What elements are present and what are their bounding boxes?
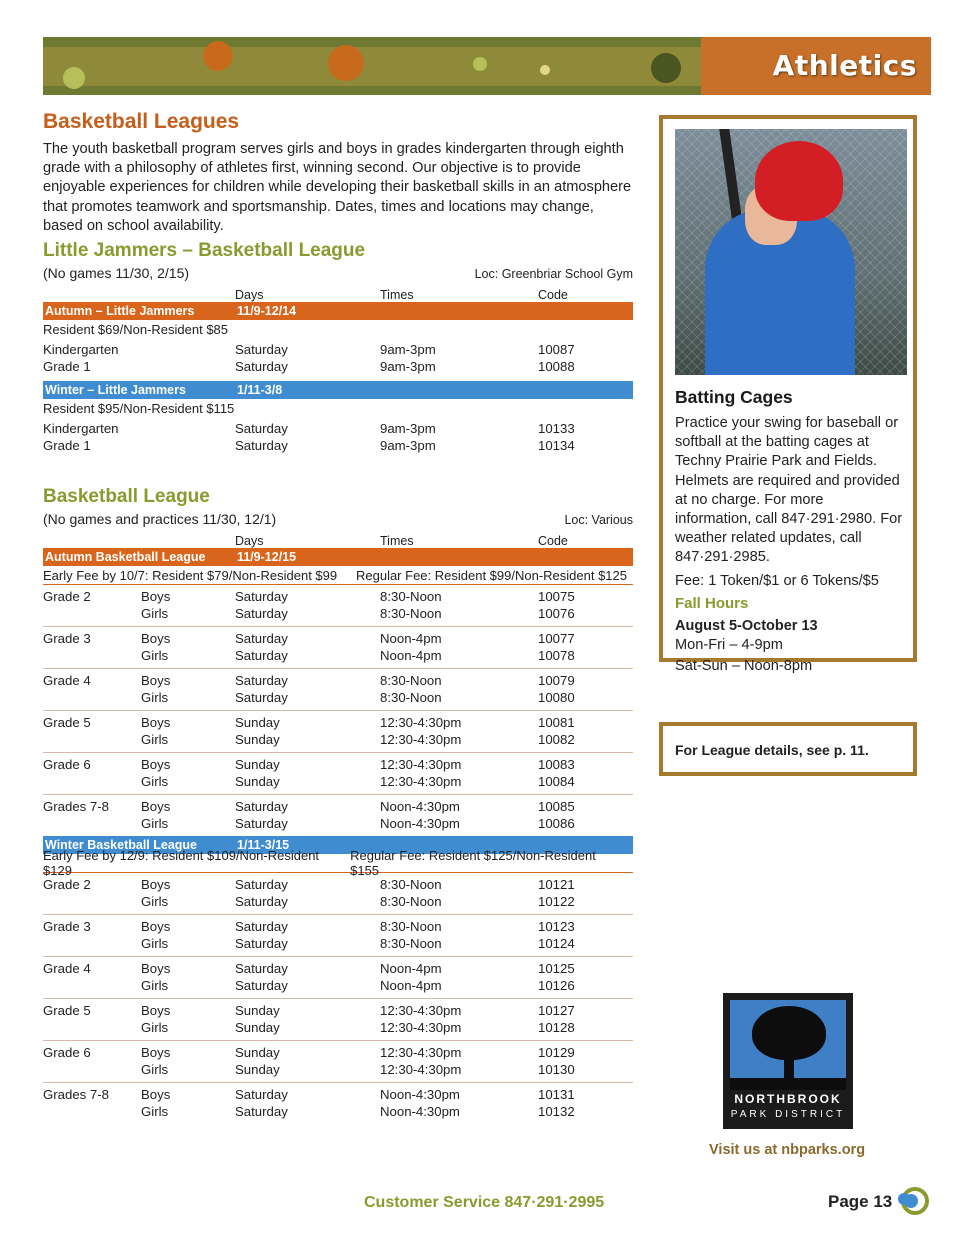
col-times: Times <box>380 288 414 303</box>
header-banner <box>43 37 931 95</box>
decor-dot <box>473 57 487 71</box>
website-link[interactable]: Visit us at nbparks.org <box>709 1142 866 1158</box>
table-row: Girls Saturday Noon-4pm 10126 <box>141 977 575 993</box>
col-code: Code <box>538 288 568 303</box>
batting-photo <box>675 129 907 375</box>
table-row: Girls Saturday 8:30-Noon 10122 <box>141 893 575 909</box>
table-header: Days Times Code <box>235 534 568 549</box>
class-group <box>43 1041 633 1083</box>
autumn-league-band: Autumn Basketball League 11/9-12/15 <box>43 548 633 566</box>
class-group <box>43 873 633 915</box>
table-row: Grade 2 Boys Saturday 8:30-Noon 10075 <box>43 589 575 605</box>
little-jammers-heading: Little Jammers – Basketball League <box>43 240 366 262</box>
table-row: Grade 5 Boys Sunday 12:30-4:30pm 10127 <box>43 1003 575 1019</box>
batting-cages-box <box>659 115 917 675</box>
table-row: Girls Sunday 12:30-4:30pm 10082 <box>141 731 575 747</box>
class-group <box>43 753 633 795</box>
table-row: Girls Saturday Noon-4:30pm 10132 <box>141 1103 575 1119</box>
table-row: Kindergarten Saturday 9am-3pm 10087 <box>43 342 575 358</box>
batting-cages-body: Practice your swing for baseball or softball at the batting cages at Techny Prairie Park and Fields. Helmets are required and provided at no charge. For more information, call 847·291·2980. For weather related updates, call 847·291·2985. <box>675 415 903 566</box>
class-group <box>43 585 633 627</box>
table-row: Grade 6 Boys Sunday 12:30-4:30pm 10129 <box>43 1045 575 1061</box>
table-row: Girls Sunday 12:30-4:30pm 10130 <box>141 1061 575 1077</box>
table-row: Grade 3 Boys Saturday Noon-4pm 10077 <box>43 631 575 647</box>
main-column <box>43 110 633 1124</box>
table-row: Girls Saturday 8:30-Noon 10124 <box>141 935 575 951</box>
class-group <box>43 669 633 711</box>
location: Loc: Various <box>564 513 633 528</box>
fall-hours-heading: Fall Hours <box>675 594 749 612</box>
page-heading: Basketball Leagues <box>43 110 240 133</box>
table-row: Girls Saturday Noon-4pm 10078 <box>141 647 575 663</box>
class-group <box>43 711 633 753</box>
winter-little-jammers-band: Winter – Little Jammers 1/11-3/8 <box>43 381 633 399</box>
autumn-little-jammers-band: Autumn – Little Jammers 11/9-12/14 <box>43 302 633 320</box>
table-row: Grade 3 Boys Saturday 8:30-Noon 10123 <box>43 919 575 935</box>
fee-line: Resident $69/Non-Resident $85 <box>43 322 229 338</box>
autumn-league-table <box>43 585 633 836</box>
table-row: Grade 4 Boys Saturday Noon-4pm 10125 <box>43 961 575 977</box>
table-row: Grade 4 Boys Saturday 8:30-Noon 10079 <box>43 673 575 689</box>
section-title: Athletics <box>772 49 917 82</box>
location: Loc: Greenbriar School Gym <box>474 267 633 282</box>
winter-league-table <box>43 873 633 1124</box>
table-row: Girls Saturday 8:30-Noon 10076 <box>141 605 575 621</box>
table-row: Grades 7-8 Boys Saturday Noon-4:30pm 10085 <box>43 799 575 815</box>
page-number: Page 13 <box>828 1192 893 1211</box>
class-group <box>43 1083 633 1124</box>
table-row: Grade 6 Boys Sunday 12:30-4:30pm 10083 <box>43 757 575 773</box>
intro-text: The youth basketball program serves girls and boys in grades kindergarten through eighth grade with a philosophy of athletes first, winning second. Our objective is to provide enjoyable experiences for children while developing their basketball skills in an atmosphere that promotes teamwork and sportsmanship. Dates, times and locations may change, based on school availability. <box>43 141 632 234</box>
fee-line: Resident $95/Non-Resident $115 <box>43 401 235 417</box>
class-group <box>43 999 633 1041</box>
decor-dot <box>540 65 550 75</box>
decor-dot <box>63 67 85 89</box>
table-row: Kindergarten Saturday 9am-3pm 10133 <box>43 421 575 437</box>
class-group <box>43 795 633 836</box>
no-games-note: (No games and practices 11/30, 12/1) <box>43 511 277 528</box>
table-row: Girls Saturday 8:30-Noon 10080 <box>141 689 575 705</box>
league-details-note: For League details, see p. 11. <box>659 722 917 776</box>
no-games-note: (No games 11/30, 2/15) <box>43 265 190 282</box>
class-group <box>43 957 633 999</box>
winter-league-band: Winter Basketball League 1/11-3/15 <box>43 836 633 854</box>
league-meta <box>43 511 633 527</box>
class-group <box>43 627 633 669</box>
weekday-hours: Mon-Fri – 4-9pm <box>675 636 783 653</box>
swirl-icon <box>895 1186 931 1216</box>
customer-service: Customer Service 847·291·2995 <box>364 1194 605 1211</box>
fee-line: Early Fee by 12/9: Resident $109/Non-Resident $129 Regular Fee: Resident $125/Non-Resident $155 <box>43 854 633 873</box>
class-group <box>43 915 633 957</box>
hours-dates: August 5-October 13 <box>675 617 818 634</box>
decor-dot <box>328 45 364 81</box>
decor-dot <box>203 41 233 71</box>
table-row: Grade 1 Saturday 9am-3pm 10134 <box>43 437 575 453</box>
table-row: Grade 5 Boys Sunday 12:30-4:30pm 10081 <box>43 715 575 731</box>
basketball-league-heading: Basketball League <box>43 486 210 508</box>
table-row: Grades 7-8 Boys Saturday Noon-4:30pm 10131 <box>43 1087 575 1103</box>
col-days: Days <box>235 288 264 303</box>
table-row: Girls Sunday 12:30-4:30pm 10128 <box>141 1019 575 1035</box>
batting-cages-heading: Batting Cages <box>675 387 793 407</box>
table-row: Grade 2 Boys Saturday 8:30-Noon 10121 <box>43 877 575 893</box>
decor-dot <box>651 53 681 83</box>
table-row: Girls Saturday Noon-4:30pm 10086 <box>141 815 575 831</box>
batting-fee: Fee: 1 Token/$1 or 6 Tokens/$5 <box>675 572 879 589</box>
weekend-hours: Sat-Sun – Noon-8pm <box>675 658 813 675</box>
table-row: Girls Sunday 12:30-4:30pm 10084 <box>141 773 575 789</box>
little-jammers-meta <box>43 265 633 281</box>
class-group <box>43 339 633 379</box>
class-group <box>43 418 633 458</box>
table-header <box>43 284 633 302</box>
northbrook-logo: NORTHBROOK PARK DISTRICT <box>723 993 853 1129</box>
table-row: Grade 1 Saturday 9am-3pm 10088 <box>43 358 575 374</box>
fee-line: Early Fee by 10/7: Resident $79/Non-Resident $99 Regular Fee: Resident $99/Non-Resident $125 <box>43 566 633 585</box>
